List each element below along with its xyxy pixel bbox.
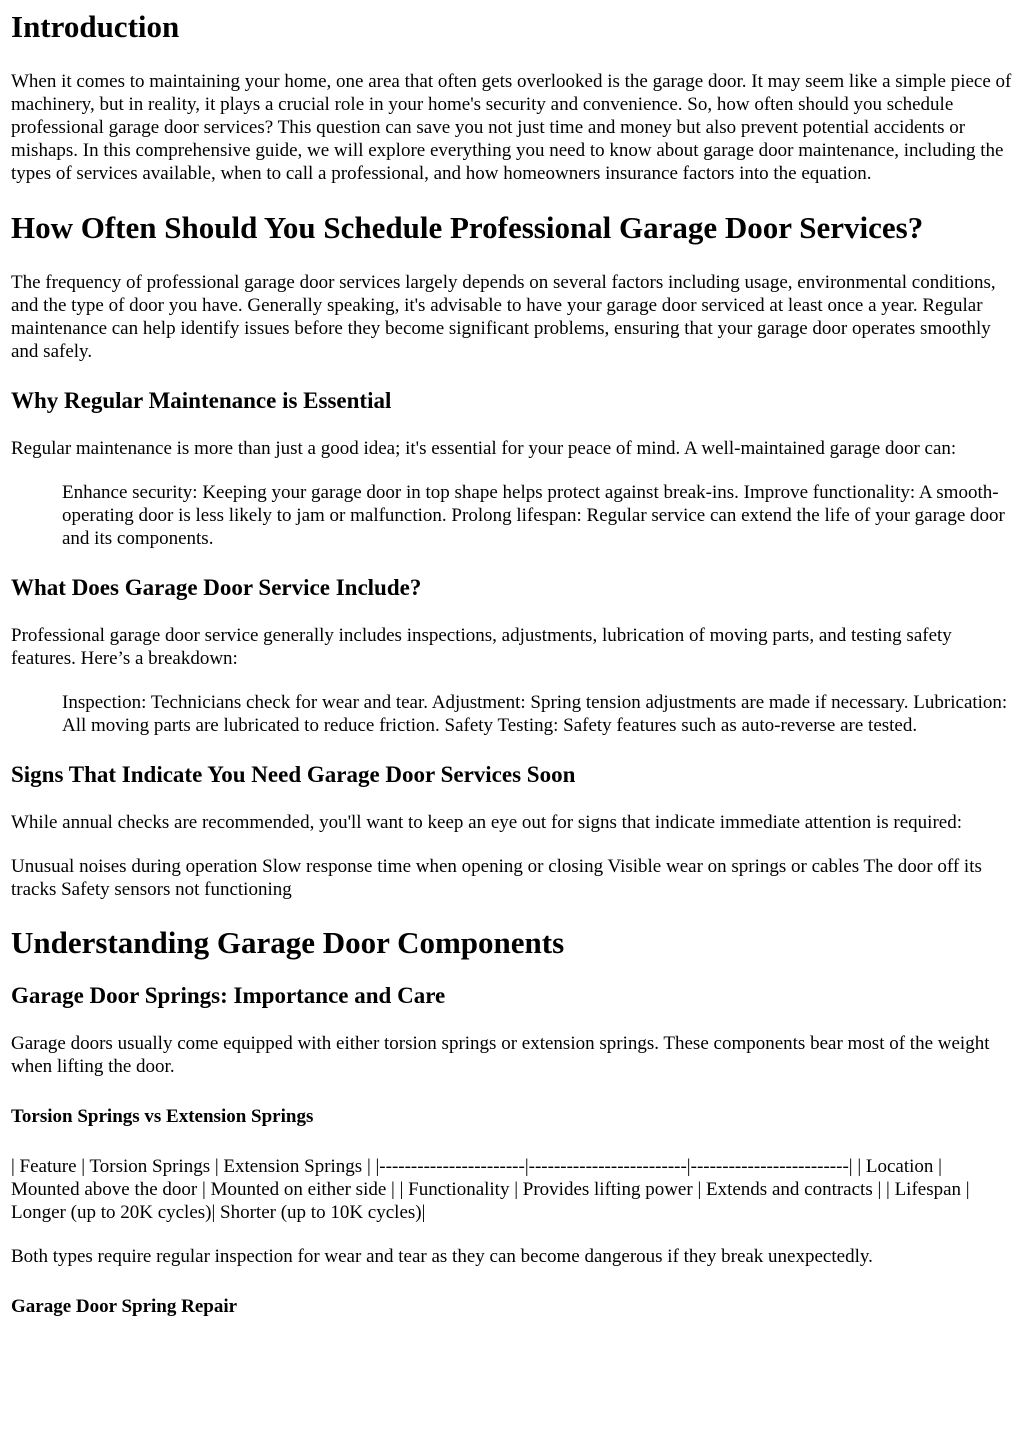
signs-list-text: Unusual noises during operation Slow response time when opening or closing Visible wear on springs or cables The door off its tracks Safety sensors not functioning <box>11 856 982 900</box>
why-benefits-quote: Enhance security: Keeping your garage door in top shape helps protect against break-ins. Improve functionality: A smooth-operating door is less likely to jam or malfunction. Prolong lifespan: Regular service can extend the life of your garage door and its components. <box>62 482 1005 549</box>
components-heading: Understanding Garage Door Components <box>11 925 565 960</box>
why-paragraph: Regular maintenance is more than just a good idea; it's essential for your peace of mind. A well-maintained garage door can: <box>11 438 957 459</box>
includes-heading: What Does Garage Door Service Include? <box>11 575 422 600</box>
repair-heading: Garage Door Spring Repair <box>11 1296 238 1317</box>
includes-breakdown-quote: Inspection: Technicians check for wear and tear. Adjustment: Spring tension adjustments are made if necessary. Lubrication: All moving parts are lubricated to reduce friction. Safety Testing: Safety features such as auto-reverse are tested. <box>62 692 1008 736</box>
springs-paragraph: Garage doors usually come equipped with either torsion springs or extension springs. These components bear most of the weight when lifting the door. <box>11 1033 990 1077</box>
springs-heading: Garage Door Springs: Importance and Care <box>11 983 446 1008</box>
schedule-heading: How Often Should You Schedule Professional Garage Door Services? <box>11 210 924 245</box>
torsion-heading: Torsion Springs vs Extension Springs <box>11 1106 314 1127</box>
why-heading: Why Regular Maintenance is Essential <box>11 388 392 413</box>
signs-paragraph: While annual checks are recommended, you'll want to keep an eye out for signs that indicate immediate attention is required: <box>11 812 962 833</box>
schedule-paragraph: The frequency of professional garage door services largely depends on several factors including usage, environmental conditions, and the type of door you have. Generally speaking, it's advisable to have your garage door serviced at least once a year. Regular maintenance can help identify issues before they become significant problems, ensuring that your garage door operates smoothly and safely. <box>11 272 996 362</box>
includes-paragraph: Professional garage door service generally includes inspections, adjustments, lubrication of moving parts, and testing safety features. Here’s a breakdown: <box>11 625 952 669</box>
intro-heading: Introduction <box>11 9 180 44</box>
intro-paragraph: When it comes to maintaining your home, one area that often gets overlooked is the garage door. It may seem like a simple piece of machinery, but in reality, it plays a crucial role in your home's security and convenience. So, how often should you schedule professional garage door services? This question can save you not just time and money but also prevent potential accidents or mishaps. In this comprehensive guide, we will explore everything you need to know about garage door maintenance, including the types of services available, when to call a professional, and how homeowners insurance factors into the equation. <box>11 71 1012 184</box>
article <box>0 9 1024 1318</box>
signs-heading: Signs That Indicate You Need Garage Door Services Soon <box>11 762 576 787</box>
torsion-table-text: | Feature | Torsion Springs | Extension Springs | |-----------------------|-------------------------|-------------------------| | Location | Mounted above the door | Mounted on either side | | Functionality | Provides lifting power | Extends and contracts | | Lifespan | Longer (up to 20K cycles)| Shorter (up to 10K cycles)| <box>11 1156 970 1223</box>
torsion-paragraph: Both types require regular inspection for wear and tear as they can become dangerous if they break unexpectedly. <box>11 1246 873 1267</box>
